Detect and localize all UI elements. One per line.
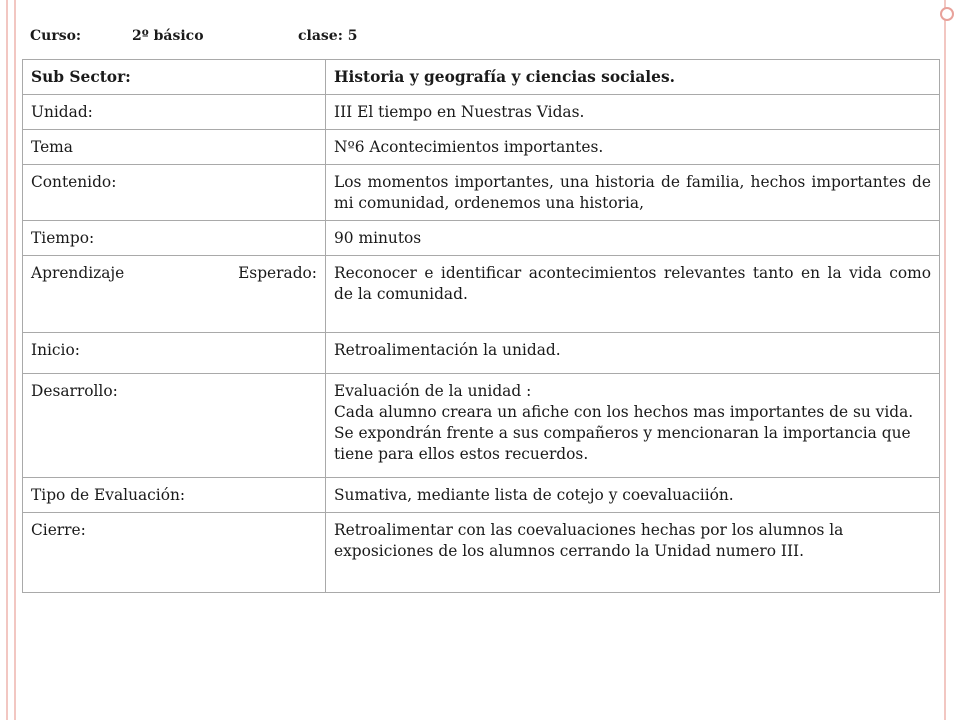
course-level: 2º básico bbox=[132, 28, 204, 44]
table-row bbox=[23, 221, 940, 256]
row-label-tema: Tema bbox=[23, 130, 326, 165]
class-number: clase: 5 bbox=[298, 28, 358, 44]
decorative-line-left-outer bbox=[6, 0, 8, 720]
row-value-contenido: Los momentos importantes, una historia de familia, hechos importantes de mi comunidad, ordenemos una historia, bbox=[326, 165, 940, 221]
row-label-contenido: Contenido: bbox=[23, 165, 326, 221]
desarrollo-line: Evaluación de la unidad : bbox=[334, 382, 532, 400]
table-row bbox=[23, 130, 940, 165]
course-label: Curso: bbox=[30, 28, 82, 44]
desarrollo-line: Se expondrán frente a sus compañeros y mencionaran la importancia que tiene para ellos estos recuerdos. bbox=[334, 424, 911, 463]
row-label-inicio: Inicio: bbox=[23, 333, 326, 374]
row-value-aprendizaje: Reconocer e identificar acontecimientos relevantes tanto en la vida como de la comunidad. bbox=[326, 256, 940, 333]
table-row bbox=[23, 95, 940, 130]
row-label-tiempo: Tiempo: bbox=[23, 221, 326, 256]
desarrollo-line: Cada alumno creara un afiche con los hechos mas importantes de su vida. bbox=[334, 403, 914, 421]
table-row bbox=[23, 256, 940, 333]
row-label-tipo-evaluacion: Tipo de Evaluación: bbox=[23, 478, 326, 513]
decorative-line-right bbox=[944, 0, 946, 720]
table-row bbox=[23, 513, 940, 593]
table-row bbox=[23, 374, 940, 478]
lesson-plan-table bbox=[22, 59, 940, 593]
decorative-circle-icon bbox=[940, 7, 954, 21]
table-row bbox=[23, 478, 940, 513]
row-label-desarrollo: Desarrollo: bbox=[23, 374, 326, 478]
row-label-aprendizaje: Aprendizaje Esperado: bbox=[23, 256, 326, 333]
table-row bbox=[23, 165, 940, 221]
row-value-tema: Nº6 Acontecimientos importantes. bbox=[326, 130, 940, 165]
row-label-unidad: Unidad: bbox=[23, 95, 326, 130]
table-row bbox=[23, 60, 940, 95]
table-row bbox=[23, 333, 940, 374]
row-value-cierre: Retroalimentar con las coevaluaciones hechas por los alumnos la exposiciones de los alumnos cerrando la Unidad numero III. bbox=[326, 513, 940, 593]
row-value-inicio: Retroalimentación la unidad. bbox=[326, 333, 940, 374]
row-value-tipo-evaluacion: Sumativa, mediante lista de cotejo y coevaluaciión. bbox=[326, 478, 940, 513]
row-value-desarrollo bbox=[326, 374, 940, 478]
decorative-line-left-inner bbox=[14, 0, 16, 720]
row-label-cierre: Cierre: bbox=[23, 513, 326, 593]
row-value-tiempo: 90 minutos bbox=[326, 221, 940, 256]
row-label-sub-sector: Sub Sector: bbox=[23, 60, 326, 95]
row-value-unidad: III El tiempo en Nuestras Vidas. bbox=[326, 95, 940, 130]
row-value-sub-sector: Historia y geografía y ciencias sociales. bbox=[326, 60, 940, 95]
